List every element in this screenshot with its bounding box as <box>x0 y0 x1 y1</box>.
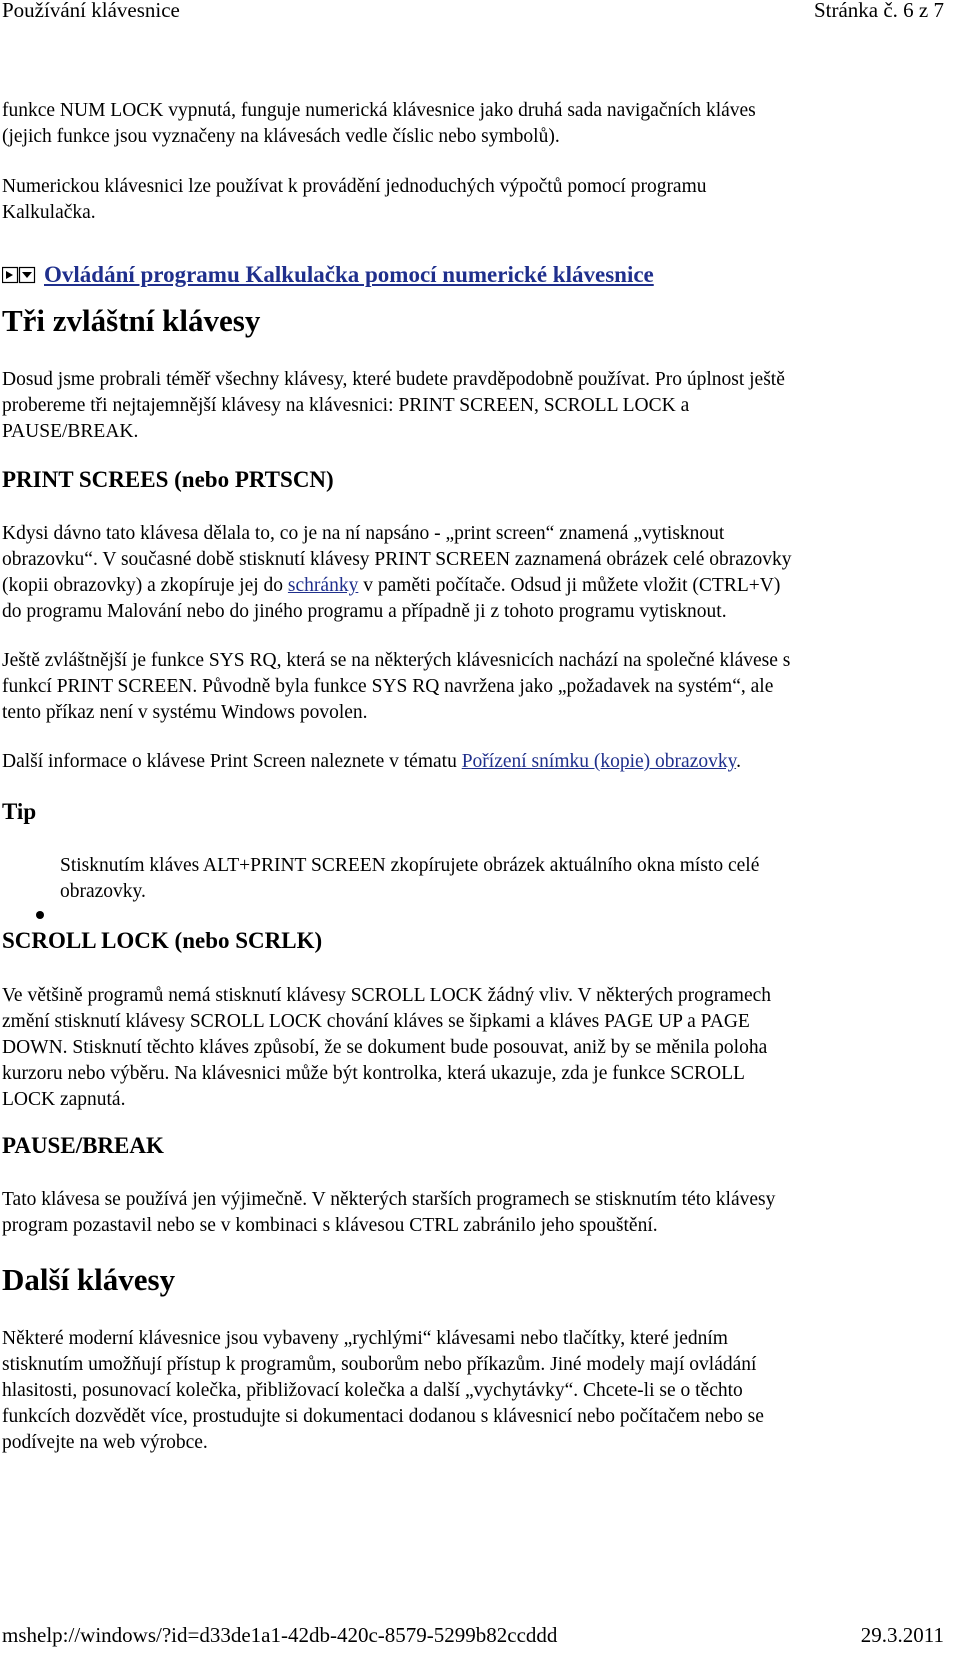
text-line: probereme tři nejtajemnější klávesy na klávesnici: PRINT SCREEN, SCROLL LOCK a <box>2 395 690 416</box>
text-line: LOCK zapnutá. <box>2 1089 126 1110</box>
text-line: Některé moderní klávesnice jsou vybaveny „rychlými“ klávesami nebo tlačítky, které jedním <box>2 1328 728 1349</box>
text-line: funkcích dozvědět více, prostudujte si dokumentaci dodanou s klávesnicí nebo počítačem nebo se <box>2 1406 764 1427</box>
calculator-expand-link[interactable]: Ovládání programu Kalkulačka pomocí numerické klávesnice <box>44 262 654 287</box>
other-keys-paragraph <box>2 1326 952 1456</box>
print-screen-paragraph-1 <box>2 521 952 625</box>
text-line: Numerickou klávesnici lze používat k provádění jednoduchých výpočtů pomocí programu <box>2 176 707 197</box>
text-line: funkcí PRINT SCREEN. Původně byla funkce SYS RQ navržena jako „požadavek na systém“, ale <box>2 676 774 697</box>
text-line: kurzoru nebo výběru. Na klávesnici může být kontrolka, která ukazuje, zda je funkce SCROLL <box>2 1063 745 1084</box>
print-screen-heading: PRINT SCREES (nebo PRTSCN) <box>2 467 334 492</box>
text-line: (jejich funkce jsou vyznačeny na klávesách vedle číslic nebo symbolů). <box>2 126 560 147</box>
text-line: obrazovku“. V současné době stisknutí klávesy PRINT SCREEN zaznamená obrázek celé obrazovky <box>2 549 792 570</box>
text-fragment: v paměti počítače. Odsud ji můžete vložit (CTRL+V) <box>358 575 781 596</box>
clipboard-link[interactable]: schránky <box>287 575 359 596</box>
special-keys-paragraph <box>2 367 952 445</box>
intro-paragraph-1 <box>2 98 952 150</box>
tip-bullet-text <box>60 853 940 905</box>
bullet-icon <box>36 911 44 919</box>
text-line <box>2 749 952 775</box>
text-line: stisknutím umožňují přístup k programům, souborům nebo příkazům. Jiné modely mají ovládání <box>2 1354 757 1375</box>
footer-date: 29.3.2011 <box>860 1623 944 1647</box>
text-line: obrazovky. <box>60 881 146 902</box>
expand-collapse-icon[interactable] <box>2 266 36 284</box>
text-line: Ještě zvláštnější je funkce SYS RQ, která se na některých klávesnicích nachází na společné klávese s <box>2 650 791 671</box>
text-line: do programu Malování nebo do jiného programu a případně ji z tohoto programu vytisknout. <box>2 601 727 622</box>
text-line: Kalkulačka. <box>2 202 96 223</box>
print-screen-paragraph-3 <box>2 749 952 775</box>
text-line: podívejte na web výrobce. <box>2 1432 208 1453</box>
text-line: tento příkaz není v systému Windows povolen. <box>2 702 368 723</box>
text-fragment: Další informace o klávese Print Screen naleznete v tématu <box>2 751 462 772</box>
intro-paragraph-2 <box>2 174 952 226</box>
text-line: Stisknutím kláves ALT+PRINT SCREEN zkopírujete obrázek aktuálního okna místo celé <box>60 855 760 876</box>
text-line: Kdysi dávno tato klávesa dělala to, co je na ní napsáno - „print screen“ znamená „vytisknout <box>2 523 725 544</box>
text-line: DOWN. Stisknutí těchto kláves způsobí, že se dokument bude posouvat, aniž by se měnila poloha <box>2 1037 768 1058</box>
text-line: změní stisknutí klávesy SCROLL LOCK chování kláves se šipkami a kláves PAGE UP a PAGE <box>2 1011 750 1032</box>
expand-section-link[interactable] <box>2 262 654 288</box>
footer-url: mshelp://windows/?id=d33de1a1-42db-420c-8579-5299b82ccddd <box>2 1623 558 1647</box>
text-fragment: (kopii obrazovky) a zkopíruje jej do <box>2 575 288 596</box>
scroll-lock-paragraph <box>2 983 952 1113</box>
pause-break-heading: PAUSE/BREAK <box>2 1133 164 1158</box>
text-fragment: . <box>736 751 741 772</box>
pause-break-paragraph <box>2 1187 952 1239</box>
document-title: Používání klávesnice <box>2 0 180 22</box>
text-line <box>2 573 952 599</box>
screenshot-topic-link[interactable]: Pořízení snímku (kopie) obrazovky <box>461 751 737 772</box>
page-number: Stránka č. 6 z 7 <box>813 0 944 22</box>
text-line: Dosud jsme probrali téměř všechny klávesy, které budete pravděpodobně používat. Pro úplnost ještě <box>2 369 785 390</box>
text-line: PAUSE/BREAK. <box>2 421 139 442</box>
print-screen-paragraph-2 <box>2 648 952 726</box>
text-line: hlasitosti, posunovací kolečka, přibližovací kolečka a další „vychytávky“. Chcete-li se o těchto <box>2 1380 743 1401</box>
text-line: Tato klávesa se používá jen výjimečně. V některých starších programech se stisknutím této klávesy <box>2 1189 776 1210</box>
section-heading-other-keys: Další klávesy <box>2 1262 176 1297</box>
text-line: Ve většině programů nemá stisknutí klávesy SCROLL LOCK žádný vliv. V některých programech <box>2 985 772 1006</box>
scroll-lock-heading: SCROLL LOCK (nebo SCRLK) <box>2 928 323 953</box>
text-line: funkce NUM LOCK vypnutá, funguje numerická klávesnice jako druhá sada navigačních kláves <box>2 100 756 121</box>
text-line: program pozastavil nebo se v kombinaci s klávesou CTRL zabránilo jeho spouštění. <box>2 1215 658 1236</box>
section-heading-special-keys: Tři zvláštní klávesy <box>2 303 261 338</box>
tip-heading: Tip <box>2 799 37 824</box>
